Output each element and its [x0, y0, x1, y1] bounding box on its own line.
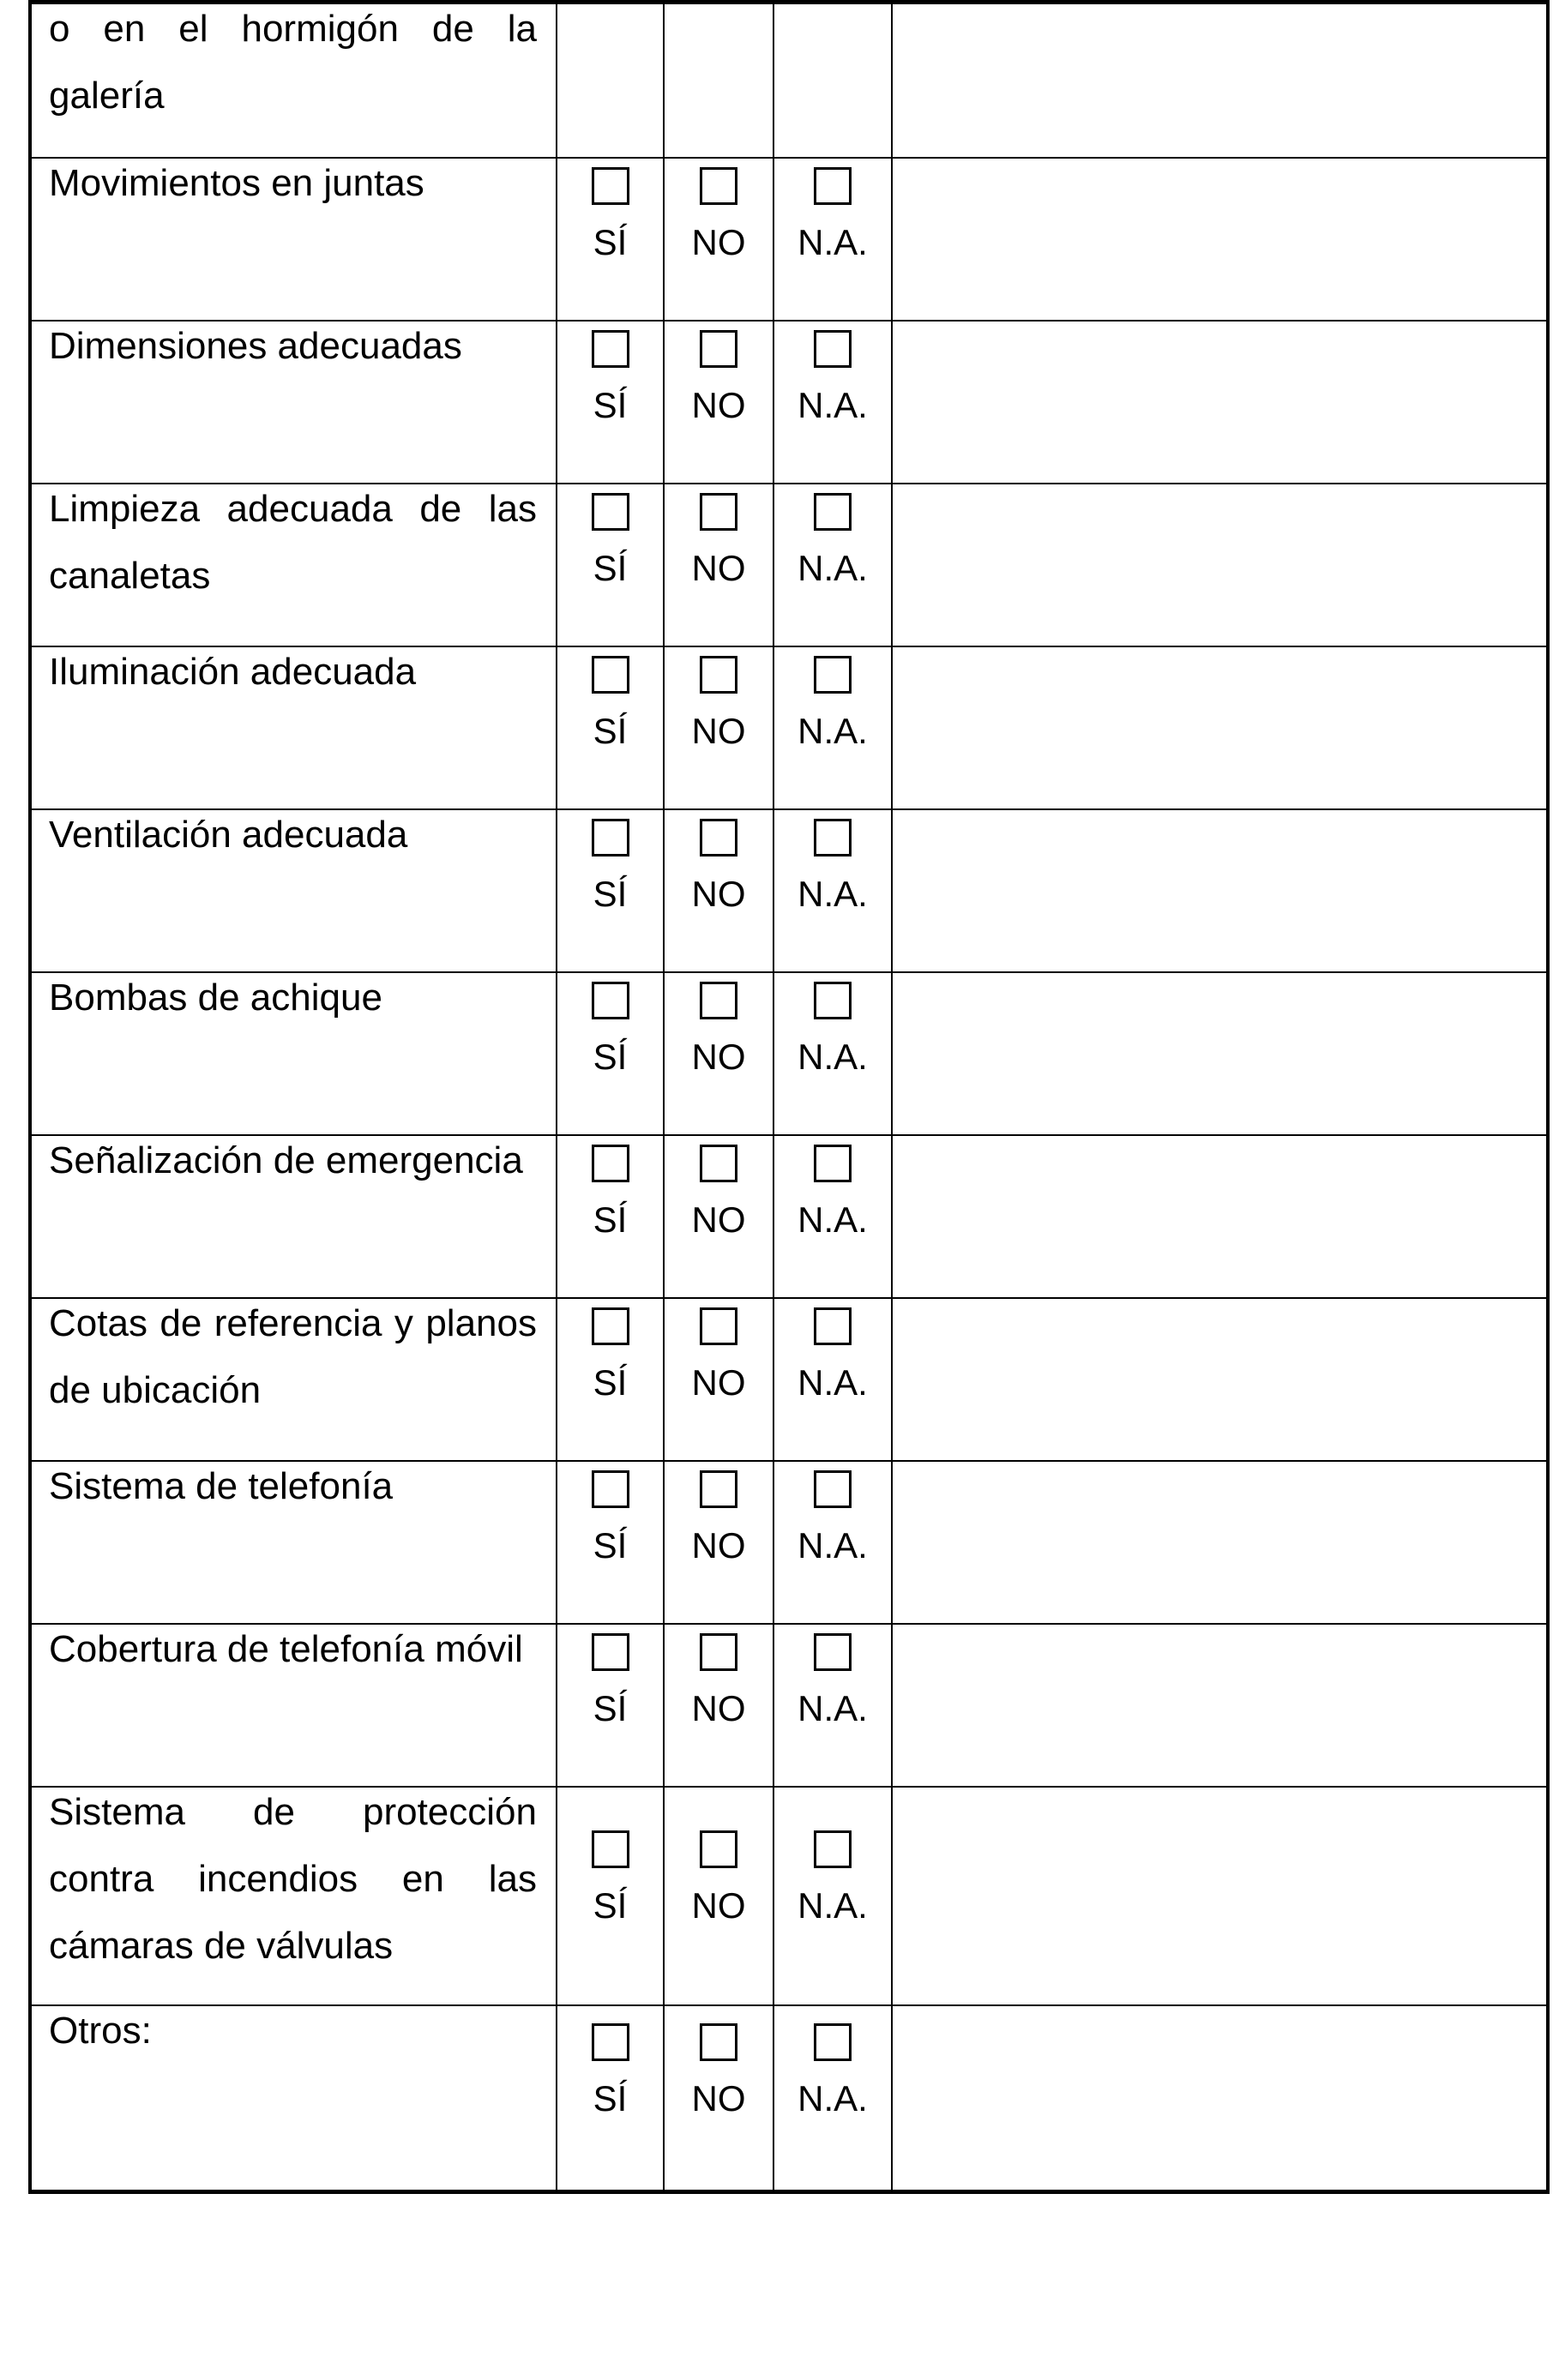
checkbox-no[interactable]	[700, 493, 737, 531]
row-label-cell	[30, 158, 557, 321]
notes-cell[interactable]	[892, 484, 1548, 646]
inspection-checklist-table	[28, 0, 1550, 2194]
option-cell-si	[557, 484, 664, 646]
row-label-cell	[30, 3, 557, 158]
checkbox-si[interactable]	[592, 1145, 629, 1182]
checkbox-no[interactable]	[700, 819, 737, 856]
option-label-si: SÍ	[593, 710, 628, 751]
option-label-na: N.A.	[798, 1884, 868, 1926]
option-cell-na	[773, 1461, 892, 1624]
checkbox-si[interactable]	[592, 1830, 629, 1868]
option-label-na: N.A.	[798, 873, 868, 914]
option-label-no: NO	[691, 873, 746, 914]
option-cell-na	[773, 158, 892, 321]
checkbox-si[interactable]	[592, 2023, 629, 2061]
table-row	[30, 1787, 1548, 2005]
checkbox-si[interactable]	[592, 656, 629, 694]
row-label-cell	[30, 1624, 557, 1787]
checkbox-no[interactable]	[700, 330, 737, 368]
notes-cell[interactable]	[892, 321, 1548, 484]
row-label-cell	[30, 1787, 557, 2005]
notes-cell[interactable]	[892, 158, 1548, 321]
option-cell-si	[557, 1135, 664, 1298]
option-cell-na	[773, 1624, 892, 1787]
option-cell-si	[557, 646, 664, 809]
option-label-si: SÍ	[593, 221, 628, 262]
notes-cell[interactable]	[892, 646, 1548, 809]
option-label-na: N.A.	[798, 710, 868, 751]
row-label: Otros:	[49, 2009, 152, 2052]
row-label-cell	[30, 646, 557, 809]
row-label: Bombas de achique	[49, 976, 382, 1019]
notes-cell[interactable]	[892, 809, 1548, 972]
row-label: Cotas de referencia y planos de ubicación	[49, 1301, 537, 1411]
notes-cell[interactable]	[892, 3, 1548, 158]
option-cell-si	[557, 2005, 664, 2192]
table-row	[30, 1624, 1548, 1787]
row-label: Cobertura de telefonía móvil	[49, 1627, 523, 1670]
option-label-si: SÍ	[593, 384, 628, 425]
row-label-cell	[30, 484, 557, 646]
option-label-no: NO	[691, 221, 746, 262]
option-cell-no	[664, 646, 773, 809]
option-cell-na	[773, 484, 892, 646]
option-label-si: SÍ	[593, 1884, 628, 1926]
checkbox-si[interactable]	[592, 167, 629, 205]
row-label: Dimensiones adecuadas	[49, 324, 462, 367]
table-row	[30, 3, 1548, 158]
checkbox-no[interactable]	[700, 982, 737, 1019]
row-label: Ventilación adecuada	[49, 813, 408, 856]
checkbox-si[interactable]	[592, 982, 629, 1019]
notes-cell[interactable]	[892, 1461, 1548, 1624]
option-cell-no	[664, 1787, 773, 2005]
option-cell-no	[664, 1298, 773, 1461]
option-cell-si	[557, 3, 664, 158]
option-label-no: NO	[691, 1199, 746, 1240]
option-label-si: SÍ	[593, 1524, 628, 1566]
option-label-na: N.A.	[798, 384, 868, 425]
row-label-cell	[30, 972, 557, 1135]
checkbox-si[interactable]	[592, 1470, 629, 1508]
option-label-si: SÍ	[593, 1036, 628, 1077]
notes-cell[interactable]	[892, 1787, 1548, 2005]
option-cell-na	[773, 972, 892, 1135]
table-row	[30, 809, 1548, 972]
checkbox-no[interactable]	[700, 656, 737, 694]
row-label-cell	[30, 1461, 557, 1624]
row-label: Sistema de protección contra incendios en las cámaras de válvulas	[49, 1790, 537, 1967]
checkbox-no[interactable]	[700, 1307, 737, 1345]
option-label-no: NO	[691, 710, 746, 751]
checkbox-si[interactable]	[592, 330, 629, 368]
checkbox-no[interactable]	[700, 1830, 737, 1868]
option-cell-no	[664, 321, 773, 484]
option-label-si: SÍ	[593, 1687, 628, 1728]
checkbox-na[interactable]	[814, 982, 852, 1019]
option-cell-na	[773, 1135, 892, 1298]
checkbox-no[interactable]	[700, 1633, 737, 1671]
option-label-na: N.A.	[798, 1036, 868, 1077]
option-label-na: N.A.	[798, 221, 868, 262]
table-row	[30, 321, 1548, 484]
checkbox-na[interactable]	[814, 2023, 852, 2061]
option-label-no: NO	[691, 1361, 746, 1403]
option-label-no: NO	[691, 2077, 746, 2119]
table-row	[30, 646, 1548, 809]
checkbox-si[interactable]	[592, 1307, 629, 1345]
option-cell-no	[664, 1624, 773, 1787]
option-label-si: SÍ	[593, 1199, 628, 1240]
checkbox-na[interactable]	[814, 1145, 852, 1182]
option-label-na: N.A.	[798, 1199, 868, 1240]
option-cell-no	[664, 158, 773, 321]
checkbox-si[interactable]	[592, 1633, 629, 1671]
row-label: Limpieza adecuada de las canaletas	[49, 487, 537, 597]
option-cell-na	[773, 2005, 892, 2192]
option-cell-si	[557, 1787, 664, 2005]
option-label-si: SÍ	[593, 547, 628, 588]
notes-cell[interactable]	[892, 972, 1548, 1135]
checkbox-na[interactable]	[814, 1830, 852, 1868]
option-label-na: N.A.	[798, 1361, 868, 1403]
checkbox-na[interactable]	[814, 1307, 852, 1345]
checkbox-na[interactable]	[814, 1470, 852, 1508]
notes-cell[interactable]	[892, 1298, 1548, 1461]
option-cell-no	[664, 3, 773, 158]
option-label-no: NO	[691, 384, 746, 425]
checkbox-no[interactable]	[700, 1470, 737, 1508]
option-label-no: NO	[691, 1884, 746, 1926]
option-cell-na	[773, 646, 892, 809]
row-label-cell	[30, 1135, 557, 1298]
option-label-na: N.A.	[798, 1524, 868, 1566]
option-cell-na	[773, 1298, 892, 1461]
option-label-no: NO	[691, 1687, 746, 1728]
checkbox-na[interactable]	[814, 819, 852, 856]
checkbox-si[interactable]	[592, 493, 629, 531]
option-label-no: NO	[691, 1524, 746, 1566]
row-label-cell	[30, 2005, 557, 2192]
option-cell-na	[773, 321, 892, 484]
option-cell-no	[664, 1461, 773, 1624]
checkbox-na[interactable]	[814, 167, 852, 205]
row-label-cell	[30, 809, 557, 972]
option-label-na: N.A.	[798, 2077, 868, 2119]
checkbox-na[interactable]	[814, 493, 852, 531]
option-label-no: NO	[691, 1036, 746, 1077]
notes-cell[interactable]	[892, 1135, 1548, 1298]
row-label: Señalización de emergencia	[49, 1139, 523, 1181]
option-label-na: N.A.	[798, 547, 868, 588]
checkbox-no[interactable]	[700, 2023, 737, 2061]
option-cell-no	[664, 484, 773, 646]
option-cell-si	[557, 321, 664, 484]
table-row	[30, 1461, 1548, 1624]
option-cell-si	[557, 1624, 664, 1787]
option-cell-si	[557, 809, 664, 972]
table-row	[30, 1135, 1548, 1298]
checkbox-na[interactable]	[814, 656, 852, 694]
checkbox-no[interactable]	[700, 1145, 737, 1182]
notes-cell[interactable]	[892, 2005, 1548, 2192]
option-label-si: SÍ	[593, 873, 628, 914]
row-label: Iluminación adecuada	[49, 650, 417, 693]
option-cell-no	[664, 972, 773, 1135]
table-row	[30, 972, 1548, 1135]
row-label: Movimientos en juntas	[49, 161, 424, 204]
row-label: o en el hormigón de la galería	[49, 8, 537, 117]
checkbox-si[interactable]	[592, 819, 629, 856]
option-cell-si	[557, 158, 664, 321]
option-cell-no	[664, 2005, 773, 2192]
table-row	[30, 484, 1548, 646]
notes-cell[interactable]	[892, 1624, 1548, 1787]
checkbox-na[interactable]	[814, 330, 852, 368]
checkbox-no[interactable]	[700, 167, 737, 205]
option-label-si: SÍ	[593, 1361, 628, 1403]
table-row	[30, 2005, 1548, 2192]
option-cell-na	[773, 809, 892, 972]
option-cell-si	[557, 972, 664, 1135]
option-cell-si	[557, 1461, 664, 1624]
option-cell-na	[773, 1787, 892, 2005]
row-label: Sistema de telefonía	[49, 1464, 394, 1507]
option-label-no: NO	[691, 547, 746, 588]
option-cell-no	[664, 809, 773, 972]
row-label-cell	[30, 321, 557, 484]
checkbox-na[interactable]	[814, 1633, 852, 1671]
option-cell-no	[664, 1135, 773, 1298]
table-row	[30, 158, 1548, 321]
option-cell-si	[557, 1298, 664, 1461]
row-label-cell	[30, 1298, 557, 1461]
table-row	[30, 1298, 1548, 1461]
option-label-si: SÍ	[593, 2077, 628, 2119]
option-cell-na	[773, 3, 892, 158]
option-label-na: N.A.	[798, 1687, 868, 1728]
